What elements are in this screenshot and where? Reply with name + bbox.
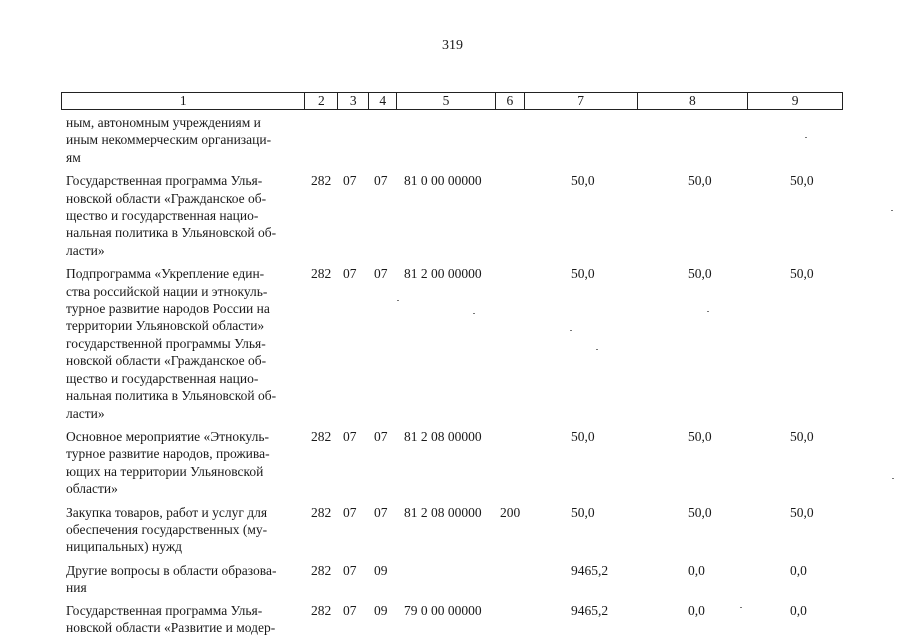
header-col-4: 4 [368, 93, 396, 109]
cell-col-4: 09 [374, 562, 388, 578]
cell-col-9: 50,0 [790, 266, 814, 282]
scan-speck [892, 478, 894, 479]
cell-col-8: 50,0 [688, 266, 712, 282]
row-name [66, 504, 300, 556]
name-line: нальная политика в Ульяновской об- [66, 388, 277, 404]
cell-col-3: 07 [343, 602, 357, 618]
table-row [66, 114, 846, 166]
row-name [66, 114, 300, 166]
cell-col-3: 07 [343, 266, 357, 282]
cell-col-3: 07 [343, 173, 357, 189]
cell-col-4: 07 [374, 428, 388, 444]
name-line: Государственная программа Улья- [66, 602, 263, 618]
scan-speck [891, 210, 893, 211]
table-body [66, 114, 846, 636]
table-row [66, 172, 846, 259]
cell-col-7: 50,0 [571, 428, 595, 444]
cell-col-5: 81 2 08 00000 [404, 428, 482, 444]
cell-col-5: 79 0 00 00000 [404, 602, 482, 618]
header-col-7: 7 [524, 93, 637, 109]
cell-col-8: 0,0 [688, 602, 705, 618]
cell-col-2: 282 [311, 562, 332, 578]
name-line: ласти» [66, 242, 105, 258]
cell-col-3: 07 [343, 562, 357, 578]
name-line: Закупка товаров, работ и услуг для [66, 504, 268, 520]
cell-col-2: 282 [311, 428, 332, 444]
row-name [66, 428, 300, 498]
name-line: новской области «Гражданское об- [66, 190, 267, 206]
name-line: ям [66, 149, 81, 165]
cell-col-9: 50,0 [790, 173, 814, 189]
cell-col-2: 282 [311, 173, 332, 189]
name-line: Подпрограмма «Укрепление един- [66, 266, 265, 282]
cell-col-7: 9465,2 [571, 602, 609, 618]
cell-col-9: 50,0 [790, 504, 814, 520]
cell-col-2: 282 [311, 504, 332, 520]
name-line: турное развитие народов России на [66, 301, 270, 317]
name-line: турное развитие народов, прожива- [66, 446, 270, 462]
name-line: ниципальных) нужд [66, 539, 183, 555]
name-line: новской области «Развитие и модер- [66, 619, 276, 635]
table-row [66, 602, 846, 637]
row-name [66, 562, 300, 597]
name-line: щество и государственная нацио- [66, 370, 259, 386]
cell-col-4: 07 [374, 266, 388, 282]
name-line: Основное мероприятие «Этнокуль- [66, 428, 269, 444]
cell-col-5: 81 2 00 00000 [404, 266, 482, 282]
cell-col-2: 282 [311, 266, 332, 282]
name-line: области» [66, 481, 118, 497]
name-line: щество и государственная нацио- [66, 208, 259, 224]
cell-col-4: 07 [374, 173, 388, 189]
name-line: ства российской нации и этнокуль- [66, 283, 268, 299]
cell-col-8: 50,0 [688, 504, 712, 520]
name-line: государственной программы Улья- [66, 335, 266, 351]
scan-speck [707, 311, 709, 312]
header-col-5: 5 [396, 93, 495, 109]
cell-col-6: 200 [500, 504, 521, 520]
name-line: ным, автономным учреждениям и [66, 115, 261, 130]
name-line: ющих на территории Ульяновской [66, 463, 264, 479]
cell-col-5: 81 2 08 00000 [404, 504, 482, 520]
header-col-3: 3 [337, 93, 368, 109]
name-line: Другие вопросы в области образова- [66, 562, 277, 578]
cell-col-7: 9465,2 [571, 562, 609, 578]
page-number: 319 [442, 38, 463, 53]
scan-speck [740, 607, 742, 608]
table-row [66, 265, 846, 422]
header-col-1: 1 [179, 93, 187, 108]
header-col-8: 8 [637, 93, 748, 109]
cell-col-7: 50,0 [571, 266, 595, 282]
name-line: Государственная программа Улья- [66, 173, 263, 189]
header-col-2: 2 [304, 93, 337, 109]
header-col-6: 6 [495, 93, 524, 109]
scan-speck [805, 137, 807, 138]
name-line: ния [66, 580, 87, 596]
cell-col-9: 50,0 [790, 428, 814, 444]
name-line: новской области «Гражданское об- [66, 353, 267, 369]
scan-speck [596, 349, 598, 350]
row-name [66, 172, 300, 259]
cell-col-3: 07 [343, 428, 357, 444]
scan-speck [473, 313, 475, 314]
name-line: ласти» [66, 405, 105, 421]
cell-col-8: 50,0 [688, 428, 712, 444]
cell-col-2: 282 [311, 602, 332, 618]
row-name [66, 265, 300, 422]
name-line: иным некоммерческим организаци- [66, 132, 272, 148]
row-name [66, 602, 300, 637]
table-row [66, 428, 846, 498]
name-line: обеспечения государственных (му- [66, 521, 268, 537]
cell-col-3: 07 [343, 504, 357, 520]
name-line: территории Ульяновской области» [66, 318, 265, 334]
table-row [66, 504, 846, 556]
scan-speck [570, 330, 572, 331]
cell-col-8: 0,0 [688, 562, 705, 578]
cell-col-4: 09 [374, 602, 388, 618]
cell-col-5: 81 0 00 00000 [404, 173, 482, 189]
cell-col-4: 07 [374, 504, 388, 520]
cell-col-7: 50,0 [571, 504, 595, 520]
cell-col-9: 0,0 [790, 602, 807, 618]
cell-col-8: 50,0 [688, 173, 712, 189]
table-header [61, 92, 843, 110]
header-col-9: 9 [747, 93, 842, 109]
scan-speck [397, 300, 399, 301]
table-row [66, 562, 846, 597]
cell-col-7: 50,0 [571, 173, 595, 189]
cell-col-9: 0,0 [790, 562, 807, 578]
name-line: нальная политика в Ульяновской об- [66, 225, 277, 241]
